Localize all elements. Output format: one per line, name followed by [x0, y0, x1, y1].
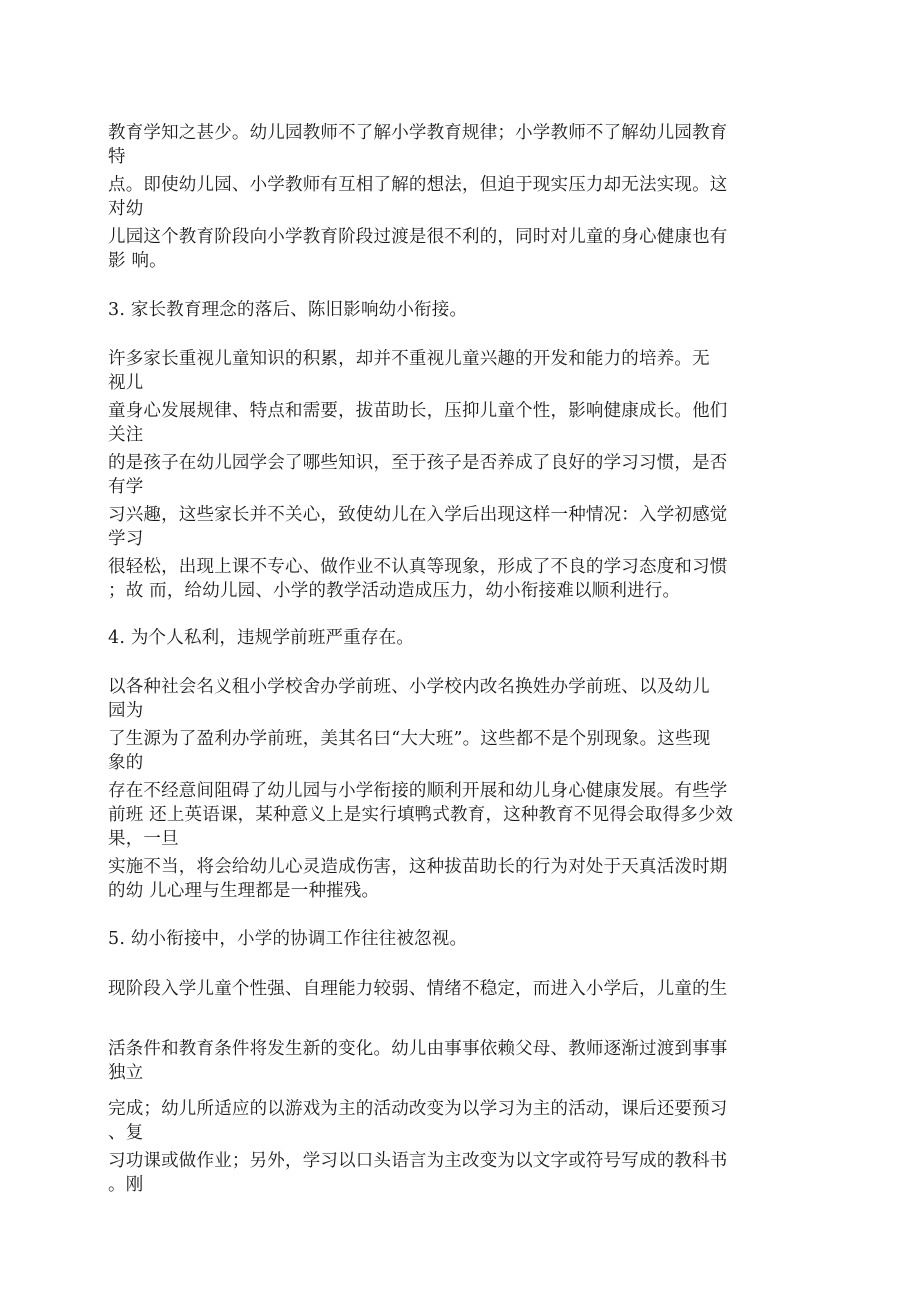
text-line: 视儿 [108, 373, 144, 393]
section-heading: 4. 为个人私利，违规学前班严重存在。 [108, 628, 415, 648]
text-line: 果，一旦 [108, 829, 179, 849]
text-line: 影 响。 [108, 251, 167, 271]
text-line: 习兴趣，这些家长并不关心，致使幼儿在入学后出现这样一种情况：入学初感觉 [108, 505, 728, 525]
text-line: 许多家长重视儿童知识的积累，却并不重视儿童兴趣的开发和能力的培养。无 [108, 349, 710, 369]
text-line: 、复 [108, 1123, 144, 1143]
text-line: 独立 [108, 1063, 144, 1083]
section-heading: 5. 幼小衔接中，小学的协调工作往往被忽视。 [108, 929, 468, 949]
text-line: 实施不当，将会给幼儿心灵造成伤害，这种拔苗助长的行为对处于天真活泼时期 [108, 857, 728, 877]
text-line: 很轻松，出现上课不专心、做作业不认真等现象，形成了不良的学习态度和习惯 [108, 557, 728, 577]
text-line: 象的 [108, 753, 144, 773]
text-line: 点。即使幼儿园、小学教师有互相了解的想法，但迫于现实压力却无法实现。这 [108, 175, 728, 195]
text-line: 关注 [108, 425, 144, 445]
text-line: 有学 [108, 477, 144, 497]
text-line: 习功课或做作业；另外，学习以口头语言为主改变为以文字或符号写成的教科书 [108, 1151, 728, 1171]
text-line: 了生源为了盈利办学前班，美其名曰“大大班”。这些都不是个别现象。这些现 [108, 729, 711, 749]
text-line: 的是孩子在幼儿园学会了哪些知识，至于孩子是否养成了良好的学习习惯，是否 [108, 453, 728, 473]
text-line: 活条件和教育条件将发生新的变化。幼儿由事事依赖父母、教师逐渐过渡到事事 [108, 1039, 728, 1059]
text-line: 教育学知之甚少。幼儿园教师不了解小学教育规律；小学教师不了解幼儿园教育 [108, 123, 728, 143]
text-line: 存在不经意间阻碍了幼儿园与小学衔接的顺利开展和幼儿身心健康发展。有些学 [108, 781, 728, 801]
text-line: ；故 而，给幼儿园、小学的教学活动造成压力，幼小衔接难以顺利进行。 [108, 581, 681, 601]
text-line: 。刚 [108, 1175, 144, 1195]
text-line: 园为 [108, 701, 144, 721]
text-line: 童身心发展规律、特点和需要，拔苗助长，压抑儿童个性，影响健康成长。他们 [108, 401, 728, 421]
text-line: 的幼 儿心理与生理都是一种摧残。 [108, 881, 380, 901]
text-line: 前班 还上英语课，某种意义上是实行填鸭式教育，这种教育不见得会取得多少效 [108, 805, 734, 825]
text-line: 现阶段入学儿童个性强、自理能力较弱、情绪不稳定，而进入小学后，儿童的生 [108, 979, 728, 999]
section-heading: 3. 家长教育理念的落后、陈旧影响幼小衔接。 [108, 300, 468, 320]
text-line: 完成；幼儿所适应的以游戏为主的活动改变为以学习为主的活动，课后还要预习 [108, 1099, 728, 1119]
text-line: 以各种社会名义租小学校舍办学前班、小学校内改名换姓办学前班、以及幼儿 [108, 677, 710, 697]
text-line: 学习 [108, 529, 144, 549]
text-line: 儿园这个教育阶段向小学教育阶段过渡是很不利的，同时对儿童的身心健康也有 [108, 227, 728, 247]
text-line: 对幼 [108, 199, 144, 219]
text-line: 特 [108, 147, 126, 167]
